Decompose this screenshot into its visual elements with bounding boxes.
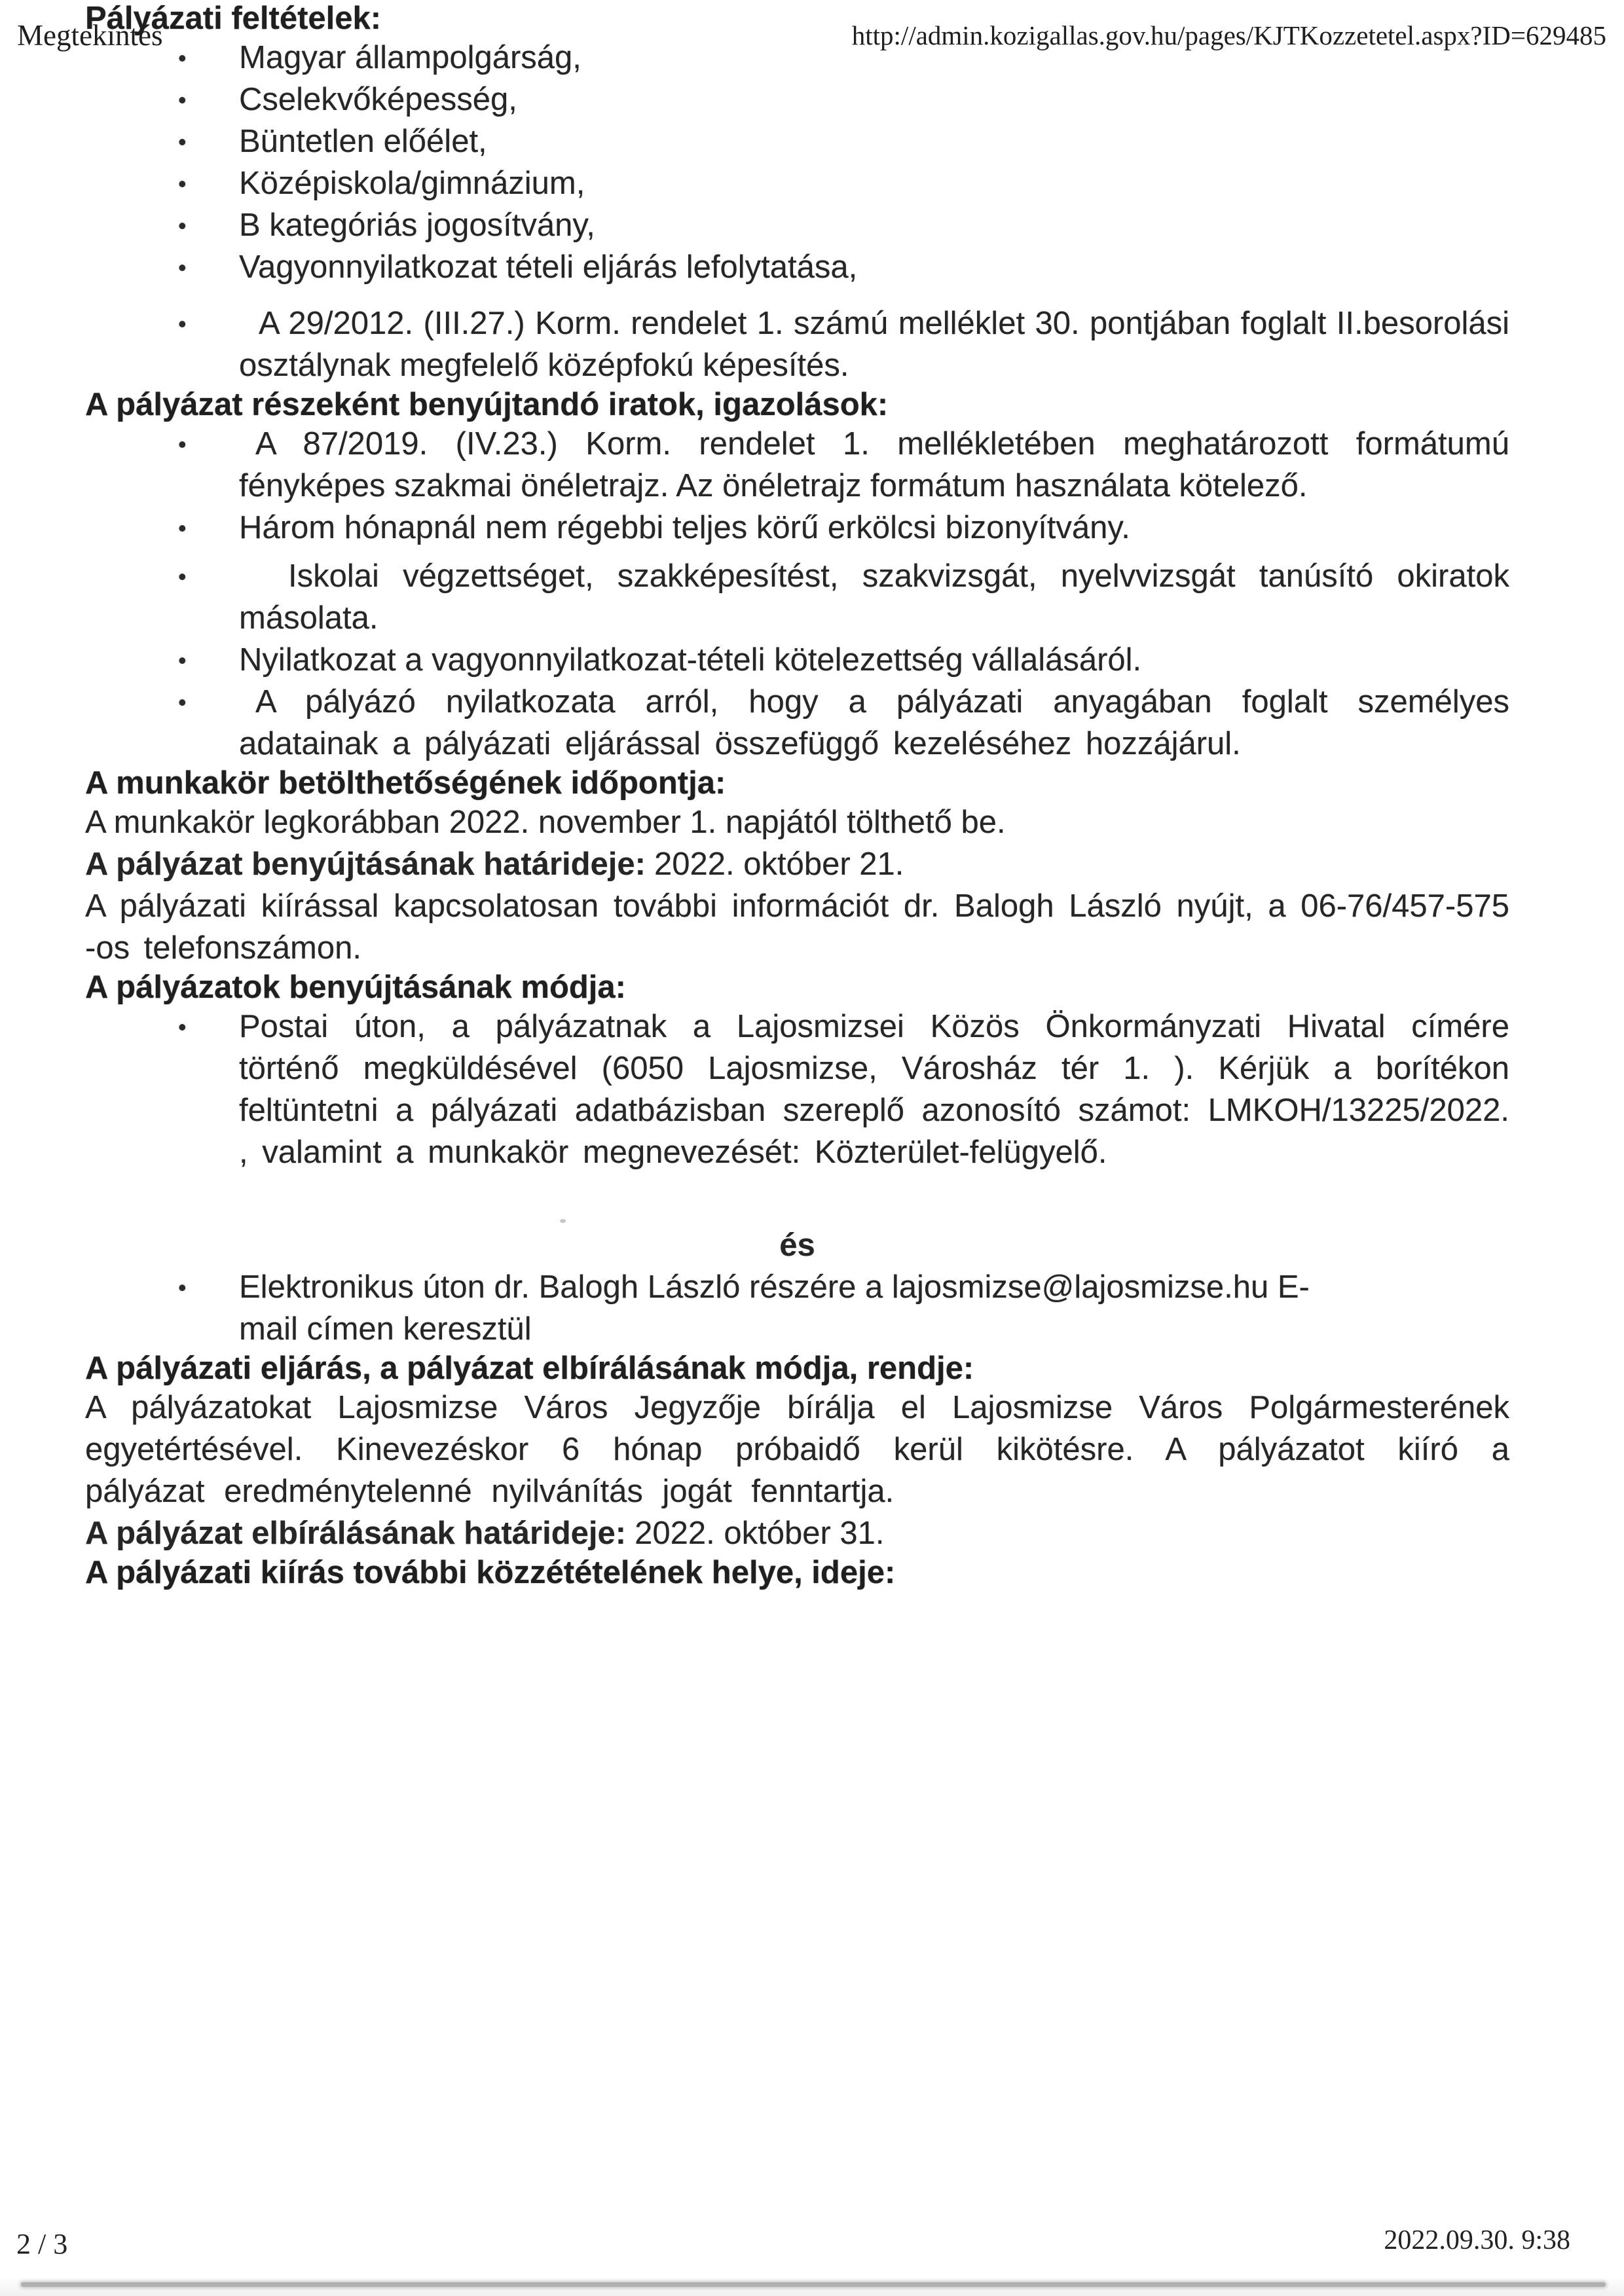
list-item-text: B kategóriás jogosítvány,: [239, 208, 595, 243]
list-item: [85, 302, 1509, 386]
list-item: [85, 79, 1509, 120]
scan-artifact-band: [21, 2282, 1606, 2287]
list-item: [85, 507, 1509, 549]
list-item-text: A pályázó nyilatkozata arról, hogy a pályázati anyagában foglalt személyes adatainak a pályázati eljárással összefüggő kezeléséhez hozzájárul.: [239, 684, 1509, 761]
list-item-text: Középiskola/gimnázium,: [239, 166, 585, 201]
paragraph-idopont: A munkakör legkorábban 2022. november 1. napjától tölthető be.: [85, 805, 1006, 840]
list-item: [85, 555, 1509, 639]
bullet-icon: •: [178, 86, 187, 113]
bullet-icon: •: [178, 431, 187, 458]
list-item-text: Postai úton, a pályázatnak a Lajosmizsei Közös Önkormányzati Hivatal címére történő megküldésével (6050 Lajosmizse, Városház tér 1. ). Kérjük a borítékon feltüntetni a pályázati adatbázisban szereplő azonosító számot: LMKOH/13225/2022. , valamint a munkakör megnevezését: Közterület-felügyelő.: [239, 1009, 1509, 1170]
section-heading-eljaras: A pályázati eljárás, a pályázat elbírálásának módja, rendje:: [85, 1351, 974, 1386]
bullet-icon: •: [178, 647, 187, 674]
list-item-text: Cselekvőképesség,: [239, 82, 517, 117]
paragraph-benyujtas-hatarido: [85, 843, 1509, 885]
list-item-text: Iskolai végzettséget, szakképesítést, szakvizsgát, nyelvvizsgát tanúsító okiratok másolata.: [239, 558, 1509, 636]
list-item-postal: [85, 1006, 1509, 1215]
decision-deadline-value: 2022. október 31.: [635, 1516, 885, 1551]
deadline-value: 2022. október 21.: [654, 847, 904, 882]
bullet-icon: •: [178, 515, 187, 541]
bullet-icon: •: [178, 254, 187, 281]
print-timestamp: 2022.09.30. 9:38: [1384, 2225, 1570, 2255]
list-item-text: A 29/2012. (III.27.) Korm. rendelet 1. számú melléklet 30. pontjában foglalt II.besorolási osztálynak megfelelő középfokú képesítés.: [239, 306, 1509, 383]
section-heading-idopont: A munkakör betölthetőségének időpontja:: [85, 765, 726, 801]
bullet-icon: •: [178, 128, 187, 155]
list-item: [85, 37, 1509, 79]
paragraph-elbiralas-hatarido: [85, 1512, 1509, 1554]
bullet-icon: •: [178, 1013, 187, 1040]
list-item-text: Magyar állampolgárság,: [239, 40, 581, 75]
conjunction-es: és: [779, 1228, 815, 1263]
feltetelek-list: [85, 37, 1509, 386]
benyujtas-mod-list-2: [85, 1266, 1509, 1350]
list-item-text: Három hónapnál nem régebbi teljes körű erkölcsi bizonyítvány.: [239, 510, 1130, 545]
decision-deadline-label: A pályázat elbírálásának határideje:: [85, 1516, 627, 1551]
list-item: [85, 423, 1509, 507]
bullet-icon: •: [178, 170, 187, 197]
bullet-icon: •: [178, 563, 187, 590]
list-item-text: Vagyonnyilatkozat tételi eljárás lefolytatása,: [239, 249, 858, 285]
paragraph-eljaras: A pályázatokat Lajosmizse Város Jegyzője bírálja el Lajosmizse Város Polgármesterének egyetértésével. Kinevezéskor 6 hónap próbaidő kerül kikötésre. A pályázatot kiíró a pályázat eredménytelenné nyilvánítás jogát fenntartja.: [85, 1390, 1509, 1509]
bullet-icon: •: [178, 1274, 187, 1301]
print-header-url: http://admin.kozigallas.gov.hu/pages/KJTKozzetetel.aspx?ID=629485: [851, 20, 1606, 50]
section-heading-tovabbi-kozzetetel: A pályázati kiírás további közzétételének helye, ideje:: [85, 1555, 896, 1590]
bullet-icon: •: [178, 212, 187, 239]
list-item-text: Nyilatkozat a vagyonnyilatkozat-tételi kötelezettség vállalásáról.: [239, 642, 1142, 678]
list-item-text: A 87/2019. (IV.23.) Korm. rendelet 1. mellékletében meghatározott formátumú fényképes szakmai önéletrajz. Az önéletrajz formátum használata kötelező.: [239, 426, 1509, 503]
section-heading-iratok: A pályázat részeként benyújtandó iratok, igazolások:: [85, 387, 889, 422]
bullet-icon: •: [178, 45, 187, 71]
list-item: [85, 246, 1509, 288]
paragraph-info-contact: A pályázati kiírással kapcsolatosan további információt dr. Balogh László nyújt, a 06-76/457-575 -os telefonszámon.: [85, 888, 1509, 966]
print-header-title: Megtekintés: [17, 19, 163, 52]
section-heading-benyujtas-modja: A pályázatok benyújtásának módja:: [85, 970, 626, 1005]
deadline-label: A pályázat benyújtásának határideje:: [85, 847, 646, 882]
list-item-text: Elektronikus úton dr. Balogh László részére a lajosmizse@lajosmizse.hu E-mail címen keresztül: [239, 1269, 1310, 1347]
document-body: [85, 0, 1509, 1591]
list-item: [85, 204, 1509, 246]
list-item: [85, 120, 1509, 162]
bullet-icon: •: [178, 689, 187, 716]
scan-artifact-dot: [560, 1219, 566, 1223]
section-heading-feltetelek: Pályázati feltételek:: [85, 1, 382, 36]
list-item: [85, 162, 1509, 204]
list-item-electronic: [85, 1266, 1509, 1350]
list-item: [85, 639, 1509, 681]
list-item: [85, 681, 1509, 765]
iratok-list: [85, 423, 1509, 765]
benyujtas-mod-list: [85, 1006, 1509, 1215]
bullet-icon: •: [178, 310, 187, 337]
list-item-text: Büntetlen előélet,: [239, 124, 487, 159]
page-number: 2 / 3: [16, 2228, 68, 2260]
